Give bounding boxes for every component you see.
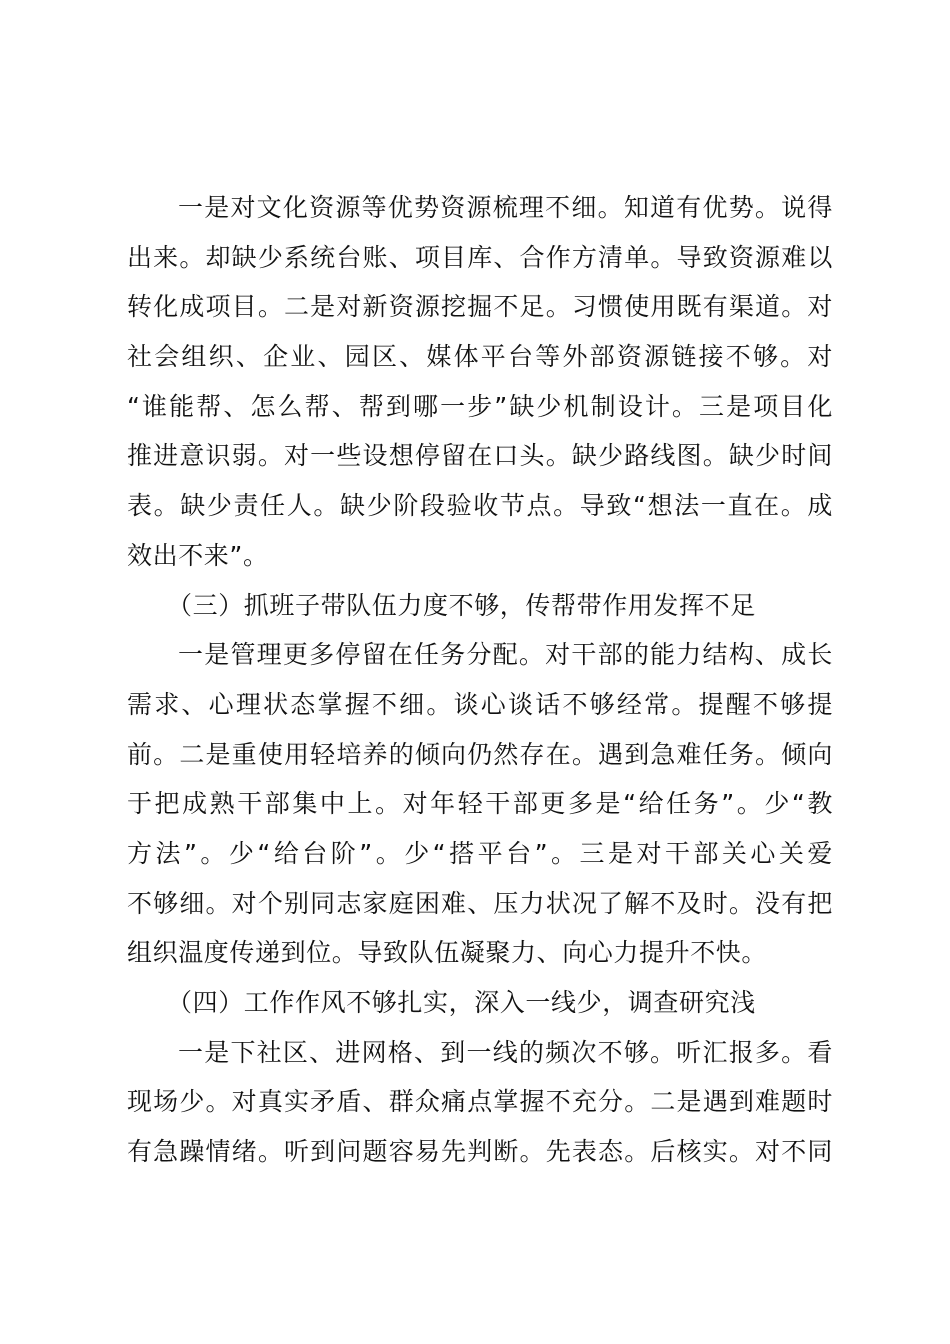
text-line: 一是管理更多停留在任务分配。对干部的能力结构、成长 [178,640,833,670]
section-heading-3: （三）抓班子带队伍力度不够，传帮带作用发挥不足 [167,590,756,620]
text-line: 现场少。对真实矛盾、群众痛点掌握不充分。二是遇到难题时 [127,1087,833,1117]
text-line: 有急躁情绪。听到问题容易先判断。先表态。后核实。对不同 [127,1137,833,1167]
text-line: 需求、心理状态掌握不细。谈心谈话不够经常。提醒不够提 [127,689,833,719]
text-line: 转化成项目。二是对新资源挖掘不足。习惯使用既有渠道。对 [127,292,833,322]
text-line: 一是下社区、进网格、到一线的频次不够。听汇报多。看 [178,1037,833,1067]
text-line: 效出不来”。 [127,540,269,570]
text-line: 推进意识弱。对一些设想停留在口头。缺少路线图。缺少时间 [127,441,833,471]
text-line: 表。缺少责任人。缺少阶段验收节点。导致“想法一直在。成 [127,491,833,521]
paragraph-work-style-issues [127,1028,833,1177]
document-page [127,183,833,1177]
text-line: 于把成熟干部集中上。对年轻干部更多是“给任务”。少“教 [127,789,833,819]
text-line: 前。二是重使用轻培养的倾向仍然存在。遇到急难任务。倾向 [127,739,833,769]
text-line: 一是对文化资源等优势资源梳理不细。知道有优势。说得 [178,193,833,222]
text-line: “谁能帮、怎么帮、帮到哪一步”缺少机制设计。三是项目化 [127,391,833,421]
text-line: 不够细。对个别同志家庭困难、压力状况了解不及时。没有把 [127,888,833,918]
text-line: 组织温度传递到位。导致队伍凝聚力、向心力提升不快。 [127,938,768,968]
text-line: 社会组织、企业、园区、媒体平台等外部资源链接不够。对 [127,342,833,372]
text-line: 方法”。少“给台阶”。少“搭平台”。三是对干部关心关爱 [127,838,833,868]
section-heading-4: （四）工作作风不够扎实，深入一线少，调查研究浅 [167,988,756,1017]
paragraph-resource-issues [127,183,833,581]
paragraph-team-building-issues [127,630,833,978]
text-line: 出来。却缺少系统台账、项目库、合作方清单。导致资源难以 [127,242,833,272]
